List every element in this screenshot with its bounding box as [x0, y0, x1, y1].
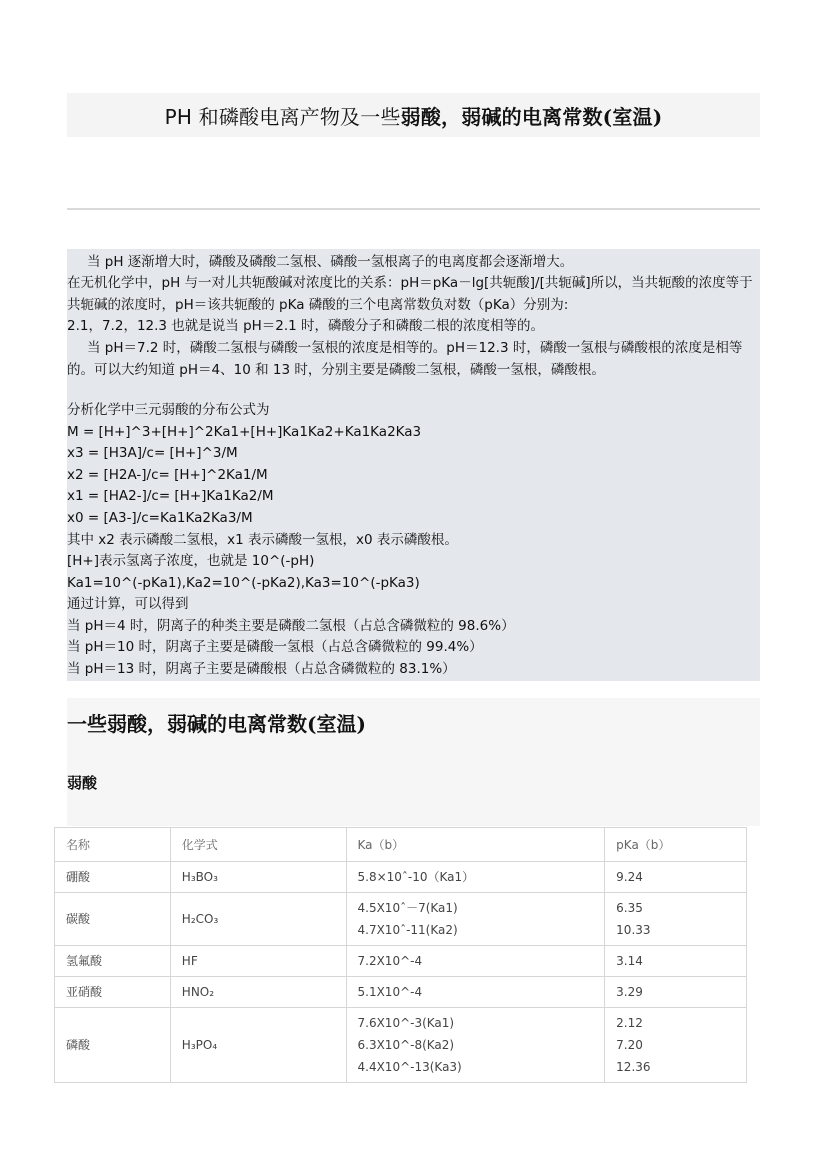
result-line: 当 pH＝13 时，阴离子主要是磷酸根（占总含磷微粒的 83.1%） — [67, 661, 456, 677]
result-line: 当 pH＝10 时，阴离子主要是磷酸一氢根（占总含磷微粒的 99.4%） — [67, 639, 483, 655]
column-header-pka: pKa（b） — [605, 828, 747, 862]
page-title — [165, 101, 663, 130]
pka-value: 3.14 — [616, 954, 643, 968]
intro-paragraph-4: 当 pH＝7.2 时，磷酸二氢根与磷酸一氢根的浓度是相等的。pH＝12.3 时，磷酸一氢根与磷酸根的浓度是相等的。可以大约知道 pH＝4、10 和 13 时，分别主要是磷酸二氢根，磷酸一氢根，磷酸根。 — [67, 340, 743, 378]
subsection-title: 弱酸 — [67, 774, 98, 792]
intro-paragraph-1: 当 pH 逐渐增大时，磷酸及磷酸二氢根、磷酸一氢根离子的电离度都会逐渐增大。 — [87, 254, 574, 270]
column-header-ka: Ka（b） — [346, 828, 605, 862]
ka-value: 6.3X10^-8(Ka2) — [357, 1038, 455, 1052]
weak-acid-table — [54, 827, 747, 1083]
formula-line: x2 = [H2A-]/c= [H+]^2Ka1/M — [67, 467, 268, 483]
ka-value: 5.8×10ˆ-10（Ka1） — [357, 870, 475, 884]
formula-note: 其中 x2 表示磷酸二氢根，x1 表示磷酸一氢根，x0 表示磷酸根。 — [67, 532, 458, 548]
formula-heading: 分析化学中三元弱酸的分布公式为 — [67, 402, 270, 418]
formula-line: x1 = [HA2-]/c= [H+]Ka1Ka2/M — [67, 488, 274, 504]
acid-name: 碳酸 — [55, 893, 171, 946]
acid-name: 磷酸 — [55, 1008, 171, 1083]
formula-note: 通过计算，可以得到 — [67, 596, 189, 612]
pka-value: 12.36 — [616, 1060, 651, 1074]
table-row — [55, 862, 747, 893]
pka-value: 3.29 — [616, 985, 643, 999]
acid-ka — [346, 862, 605, 893]
pka-value: 7.20 — [616, 1038, 643, 1052]
table-row — [55, 1008, 747, 1083]
acid-formula: H₂CO₃ — [170, 893, 346, 946]
column-header-formula: 化学式 — [170, 828, 346, 862]
ka-value: 7.2X10^-4 — [357, 954, 423, 968]
page-title-bar — [67, 93, 760, 137]
acid-formula: HF — [170, 946, 346, 977]
page-title-bold: 弱酸，弱碱的电离常数(室温) — [400, 104, 663, 129]
formula-line: x0 = [A3-]/c=Ka1Ka2Ka3/M — [67, 510, 253, 526]
acid-name: 亚硝酸 — [55, 977, 171, 1008]
pka-value: 6.35 — [616, 901, 643, 915]
acid-name: 氢氟酸 — [55, 946, 171, 977]
acid-pka — [605, 893, 747, 946]
acid-ka — [346, 1008, 605, 1083]
acid-pka — [605, 1008, 747, 1083]
formula-note: [H+]表示氢离子浓度，也就是 10^(-pH) — [67, 553, 315, 569]
ka-value: 4.7X10ˆ-11(Ka2) — [357, 923, 458, 937]
intro-paragraph-2: 在无机化学中，pH 与一对儿共轭酸碱对浓度比的关系：pH＝pKa－lg[共轭酸]/[共轭碱]所以，当共轭酸的浓度等于共轭碱的浓度时，pH＝该共轭酸的 pKa 磷酸的三个电离常数负对数（pKa）分别为: — [67, 275, 753, 313]
formula-line: Ka1=10^(-pKa1),Ka2=10^(-pKa2),Ka3=10^(-pKa3) — [67, 575, 420, 591]
acid-name: 硼酸 — [55, 862, 171, 893]
acid-formula: H₃BO₃ — [170, 862, 346, 893]
acid-pka — [605, 862, 747, 893]
acid-ka — [346, 946, 605, 977]
page-title-plain: PH 和磷酸电离产物及一些 — [164, 104, 401, 129]
acid-pka — [605, 946, 747, 977]
section-title: 一些弱酸，弱碱的电离常数(室温) — [67, 712, 366, 736]
ka-value: 7.6X10^-3(Ka1) — [357, 1016, 455, 1030]
ka-value: 4.4X10^-13(Ka3) — [357, 1060, 462, 1074]
ka-value: 5.1X10^-4 — [357, 985, 423, 999]
acid-ka — [346, 977, 605, 1008]
table-row — [55, 977, 747, 1008]
result-line: 当 pH＝4 时，阴离子的种类主要是磷酸二氢根（占总含磷微粒的 98.6%） — [67, 618, 515, 634]
acid-ka — [346, 893, 605, 946]
acid-pka — [605, 977, 747, 1008]
formula-line: M = [H+]^3+[H+]^2Ka1+[H+]Ka1Ka2+Ka1Ka2Ka3 — [67, 424, 422, 440]
acid-formula: HNO₂ — [170, 977, 346, 1008]
table-row — [55, 893, 747, 946]
table-header-row — [55, 828, 747, 862]
acid-formula: H₃PO₄ — [170, 1008, 346, 1083]
table-row — [55, 946, 747, 977]
intro-paragraph-3: 2.1，7.2，12.3 也就是说当 pH＝2.1 时，磷酸分子和磷酸二根的浓度相等的。 — [67, 318, 545, 334]
formula-line: x3 = [H3A]/c= [H+]^3/M — [67, 445, 238, 461]
pka-value: 9.24 — [616, 870, 643, 884]
ka-value: 4.5X10ˆ－7(Ka1) — [357, 901, 458, 915]
pka-value: 10.33 — [616, 923, 651, 937]
column-header-name: 名称 — [55, 828, 171, 862]
pka-value: 2.12 — [616, 1016, 643, 1030]
horizontal-divider — [67, 208, 760, 210]
